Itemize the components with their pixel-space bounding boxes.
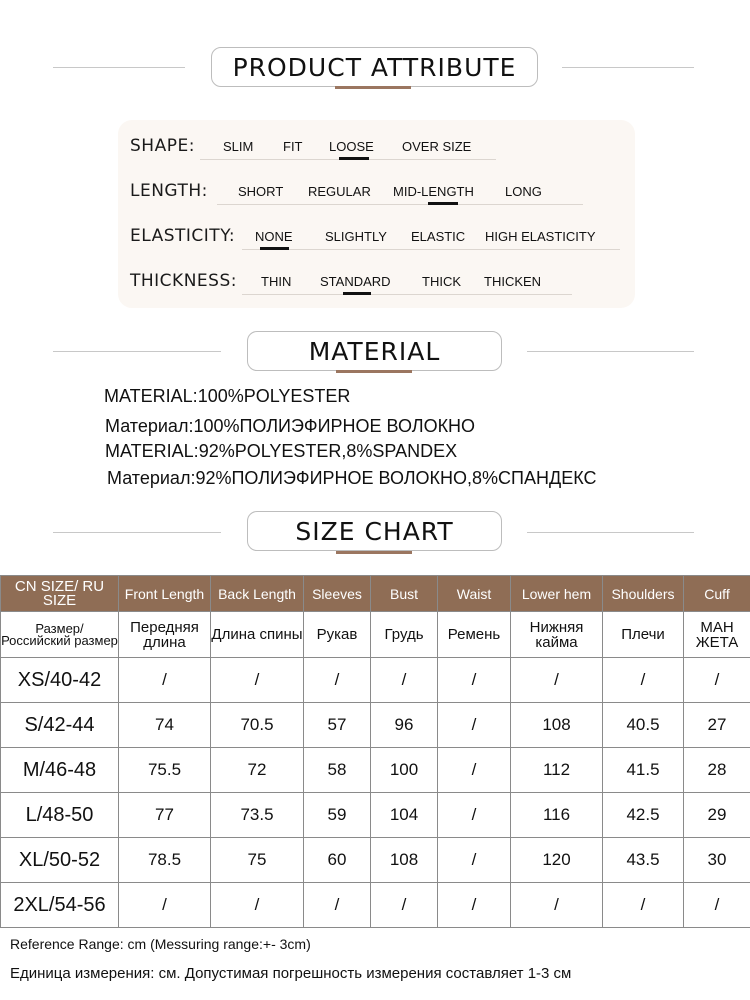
table-cell: 108 xyxy=(371,838,438,883)
table-cell: 30 xyxy=(684,838,750,883)
table-cell: 59 xyxy=(304,793,371,838)
attr-underline xyxy=(217,204,583,205)
table-cell: / xyxy=(119,883,211,928)
table-cell: 57 xyxy=(304,703,371,748)
material-label: Материал: xyxy=(105,416,194,436)
table-row xyxy=(1,883,750,928)
col-header-ru: Длина спины xyxy=(211,612,304,658)
size-cell: M/46-48 xyxy=(1,748,119,793)
size-cell: S/42-44 xyxy=(1,703,119,748)
title-accent-bar xyxy=(336,370,412,373)
attr-option: THICK xyxy=(422,274,461,289)
attr-option-label: LOOSE xyxy=(329,139,374,154)
size-chart-table xyxy=(0,575,750,928)
size-cell: XL/50-52 xyxy=(1,838,119,883)
table-cell: 73.5 xyxy=(211,793,304,838)
material-label: Материал: xyxy=(107,468,196,488)
attr-row-shape xyxy=(130,130,510,160)
material-label: MATERIAL: xyxy=(104,386,198,406)
attr-row-elasticity xyxy=(130,220,630,250)
col-header: Bust xyxy=(371,576,438,612)
col-header: Front Length xyxy=(119,576,211,612)
size-cell: L/48-50 xyxy=(1,793,119,838)
table-cell: 75.5 xyxy=(119,748,211,793)
table-cell: / xyxy=(438,658,511,703)
col-header-ru: МАН ЖЕТА xyxy=(684,612,750,658)
attr-option-selected xyxy=(393,184,474,199)
material-line xyxy=(107,468,596,489)
attr-option-selected xyxy=(255,229,293,244)
material-line xyxy=(104,386,350,407)
material-label: MATERIAL: xyxy=(105,441,199,461)
table-cell: / xyxy=(211,883,304,928)
table-cell: / xyxy=(438,793,511,838)
attr-label: SHAPE: xyxy=(130,136,195,156)
col-header: Back Length xyxy=(211,576,304,612)
attr-option: SLIM xyxy=(223,139,254,154)
attribute-panel xyxy=(118,120,635,308)
table-cell: 41.5 xyxy=(603,748,684,793)
material-line xyxy=(105,416,475,437)
attr-row-length xyxy=(130,175,610,205)
col-header: Lower hem xyxy=(511,576,603,612)
table-cell: 112 xyxy=(511,748,603,793)
attr-option-selected xyxy=(320,274,391,289)
table-cell: / xyxy=(119,658,211,703)
col-header-ru: Грудь xyxy=(371,612,438,658)
col-header: Shoulders xyxy=(603,576,684,612)
table-cell: 43.5 xyxy=(603,838,684,883)
table-cell: / xyxy=(511,883,603,928)
table-cell: / xyxy=(603,658,684,703)
table-cell: 75 xyxy=(211,838,304,883)
table-cell: 74 xyxy=(119,703,211,748)
col-header-ru: Нижняя кайма xyxy=(511,612,603,658)
material-value: 92%ПОЛИЭФИРНОЕ ВОЛОКНО,8%СПАНДЕКС xyxy=(195,468,597,488)
title-accent-bar xyxy=(336,551,412,554)
table-cell: / xyxy=(684,883,750,928)
col-header-ru: Рукав xyxy=(304,612,371,658)
table-cell: / xyxy=(438,838,511,883)
attr-option-label: NONE xyxy=(255,229,293,244)
table-cell: 77 xyxy=(119,793,211,838)
section-title: PRODUCT ATTRIBUTE xyxy=(211,47,538,87)
table-cell: 27 xyxy=(684,703,750,748)
col-header: CN SIZE/ RU SIZE xyxy=(1,576,119,612)
table-cell: 72 xyxy=(211,748,304,793)
table-row xyxy=(1,658,750,703)
table-cell: 42.5 xyxy=(603,793,684,838)
section-title: MATERIAL xyxy=(247,331,502,371)
col-header-ru: Плечи xyxy=(603,612,684,658)
col-header: Waist xyxy=(438,576,511,612)
title-accent-bar xyxy=(335,86,411,89)
selected-mark xyxy=(339,157,369,160)
table-cell: / xyxy=(438,883,511,928)
product-attribute-header xyxy=(0,47,750,97)
size-cell: XS/40-42 xyxy=(1,658,119,703)
divider-right xyxy=(562,67,694,68)
attr-option: THICKEN xyxy=(484,274,542,289)
table-cell: 120 xyxy=(511,838,603,883)
attr-option: REGULAR xyxy=(308,184,371,199)
size-cell: 2XL/54-56 xyxy=(1,883,119,928)
attr-option: SHORT xyxy=(238,184,284,199)
attr-label: ELASTICITY: xyxy=(130,226,236,246)
attr-option: LONG xyxy=(505,184,542,199)
section-title: SIZE CHART xyxy=(247,511,502,551)
divider-right xyxy=(527,351,694,352)
table-cell: / xyxy=(371,883,438,928)
table-cell: 104 xyxy=(371,793,438,838)
divider-left xyxy=(53,67,185,68)
reference-note-ru: Единица измерения: см. Допустимая погрешность измерения составляет 1-3 см xyxy=(10,965,572,982)
divider-right xyxy=(527,532,694,533)
selected-mark xyxy=(260,247,289,250)
attr-option: FIT xyxy=(283,139,303,154)
table-cell: 100 xyxy=(371,748,438,793)
table-row xyxy=(1,838,750,883)
table-cell: / xyxy=(438,748,511,793)
table-cell: / xyxy=(603,883,684,928)
table-row xyxy=(1,703,750,748)
material-line xyxy=(105,441,457,462)
attr-row-thickness xyxy=(130,265,590,295)
header-row-en xyxy=(1,576,750,612)
table-cell: 108 xyxy=(511,703,603,748)
col-header-ru: Ремень xyxy=(438,612,511,658)
attr-option: SLIGHTLY xyxy=(325,229,387,244)
table-cell: 78.5 xyxy=(119,838,211,883)
attr-option-label: MID-LENGTH xyxy=(393,184,474,199)
col-header: Cuff xyxy=(684,576,750,612)
size-chart-header xyxy=(0,511,750,561)
table-cell: 116 xyxy=(511,793,603,838)
attr-option: OVER SIZE xyxy=(402,139,472,154)
material-value: 100%POLYESTER xyxy=(197,386,351,406)
attr-option: THIN xyxy=(261,274,292,289)
material-header xyxy=(0,331,750,381)
attr-label: THICKNESS: xyxy=(130,271,237,291)
table-cell: 29 xyxy=(684,793,750,838)
table-cell: / xyxy=(304,658,371,703)
table-row xyxy=(1,748,750,793)
table-cell: 28 xyxy=(684,748,750,793)
table-cell: 40.5 xyxy=(603,703,684,748)
attr-option: ELASTIC xyxy=(411,229,466,244)
material-value: 100%ПОЛИЭФИРНОЕ ВОЛОКНО xyxy=(193,416,476,436)
table-cell: / xyxy=(684,658,750,703)
table-cell: 58 xyxy=(304,748,371,793)
material-value: 92%POLYESTER,8%SPANDEX xyxy=(198,441,458,461)
selected-mark xyxy=(343,292,371,295)
table-cell: / xyxy=(511,658,603,703)
attr-option: HIGH ELASTICITY xyxy=(485,229,596,244)
header-row-ru xyxy=(1,612,750,658)
selected-mark xyxy=(428,202,458,205)
col-header: Sleeves xyxy=(304,576,371,612)
table-row xyxy=(1,793,750,838)
attr-option-label: STANDARD xyxy=(320,274,391,289)
table-cell: 60 xyxy=(304,838,371,883)
divider-left xyxy=(53,351,221,352)
attr-label: LENGTH: xyxy=(130,181,208,201)
table-cell: / xyxy=(371,658,438,703)
table-cell: 96 xyxy=(371,703,438,748)
attr-underline xyxy=(242,294,572,295)
attr-option-selected xyxy=(329,139,374,154)
table-cell: / xyxy=(438,703,511,748)
table-cell: 70.5 xyxy=(211,703,304,748)
attr-underline xyxy=(242,249,620,250)
col-header-ru: Размер/ Российский размер xyxy=(1,612,119,658)
divider-left xyxy=(53,532,221,533)
col-header-ru: Передняя длина xyxy=(119,612,211,658)
table-cell: / xyxy=(211,658,304,703)
reference-note-en: Reference Range: cm (Messuring range:+- 3cm) xyxy=(10,936,311,952)
table-cell: / xyxy=(304,883,371,928)
